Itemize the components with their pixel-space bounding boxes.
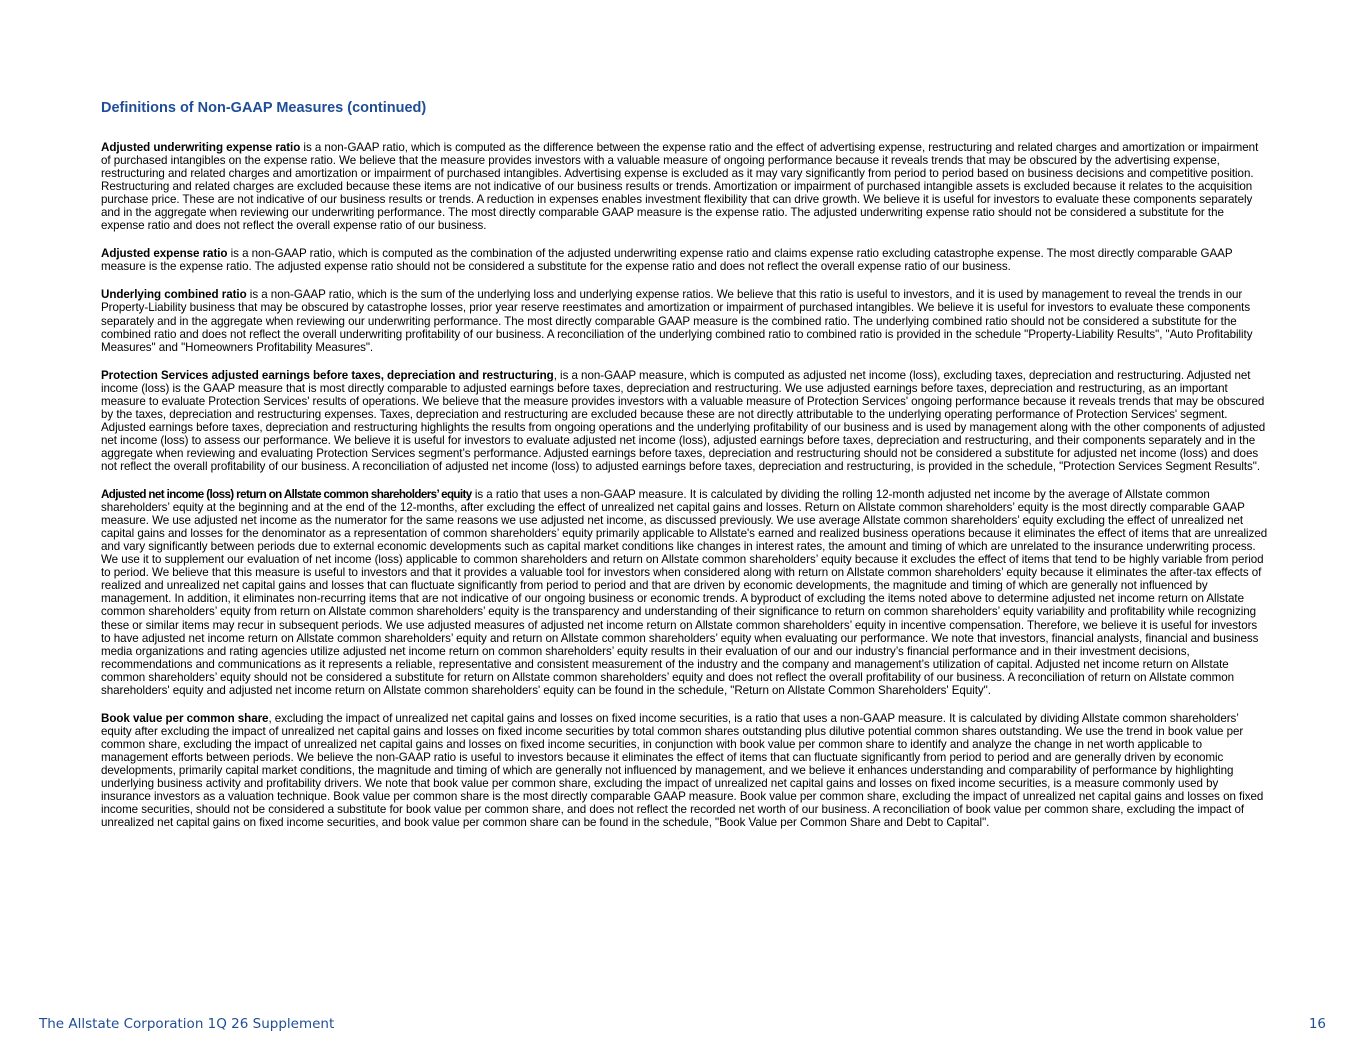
definition-text: is a ratio that uses a non-GAAP measure. It is calculated by dividing the rolling 12-month adjusted net income by the average of Allstate common shareholders’ equity at the beginning and at the end of the 12-months, after excluding the effect of unrealized net capital gains and losses. Return on Allstate common shareholders’ equity is the most directly comparable GAAP measure. We use adjusted net income as the numerator for the same reasons we use adjusted net income, as discussed previously. We use average Allstate common shareholders’ equity excluding the effect of unrealized net capital gains and losses for the denominator as a representation of common shareholders’ equity primarily applicable to Allstate's earned and realized business operations because it eliminates the effect of items that are unrealized and vary significantly between periods due to external economic developments such as capital market conditions like changes in interest rates, the amount and timing of which are unrelated to the insurance underwriting process. We use it to supplement our evaluation of net income (loss) applicable to common shareholders and return on Allstate common shareholders’ equity because it excludes the effect of items that tend to be highly variable from period to period. We believe that this measure is useful to investors and that it provides a valuable tool for investors when considered along with return on Allstate common shareholders’ equity because it eliminates the after-tax effects of realized and unrealized net capital gains and losses that can fluctuate significantly from period to period and that are driven by economic developments, the magnitude and timing of which are generally not influenced by management. In addition, it eliminates non-recurring items that are not indicative of our ongoing business or economic trends. A byproduct of excluding the items noted above to determine adjusted net income return on Allstate common shareholders’ equity from return on Allstate common shareholders’ equity is the transparency and understanding of their significance to return on common shareholders’ equity variability and profitability while recognizing these or similar items may recur in subsequent periods. We use adjusted measures of adjusted net income return on Allstate common shareholders’ equity in incentive compensation. Therefore, we believe it is useful for investors to have adjusted net income return on Allstate common shareholders’ equity and return on Allstate common shareholders’ equity when evaluating our performance. We note that investors, financial analysts, financial and business media organizations and rating agencies utilize adjusted net income return on common shareholders’ equity results in their evaluation of our and our industry’s financial performance and in their investment decisions, recommendations and communications as it represents a reliable, representative and consistent measurement of the industry and the company and management’s utilization of capital. Adjusted net income return on Allstate common shareholders’ equity should not be considered a substitute for return on Allstate common shareholders’ equity and does not reflect the overall profitability of our business. A reconciliation of return on Allstate common shareholders' equity and adjusted net income return on Allstate common shareholders' equity can be found in the schedule, "Return on Allstate Common Shareholders' Equity". <box>101 488 1268 697</box>
definitions-content <box>101 141 1269 844</box>
definition-protection-services-adjusted-earnings <box>101 369 1269 473</box>
definition-underlying-combined-ratio <box>101 288 1269 353</box>
definition-text: is a non-GAAP ratio, which is computed as the difference between the expense ratio and the effect of advertising expense, restructuring and related charges and amortization or impairment of purchased intangibles on the expense ratio. We believe that the measure provides investors with a valuable measure of ongoing performance because it reveals trends that may be obscured by the advertising expense, restructuring and related charges and amortization or impairment of purchased intangibles. Advertising expense is excluded as it may vary significantly from period to period based on business decisions and competitive position. Restructuring and related charges are excluded because these items are not indicative of our business results or trends. Amortization or impairment of purchased intangible assets is excluded because it relates to the acquisition purchase price. These are not indicative of our business results or trends. A reduction in expenses enables investment flexibility that can drive growth. We believe it is useful for investors to evaluate these components separately and in the aggregate when reviewing our underwriting performance. The most directly comparable GAAP measure is the expense ratio. The adjusted underwriting expense ratio should not be considered a substitute for the expense ratio and does not reflect the overall expense ratio of our business. <box>101 141 1259 233</box>
definition-adjusted-expense-ratio <box>101 247 1269 273</box>
definition-text: , excluding the impact of unrealized net capital gains and losses on fixed income securities, is a ratio that uses a non-GAAP measure. It is calculated by dividing Allstate common shareholders’ equity after excluding the impact of unrealized net capital gains and losses on fixed income securities by total common shares outstanding plus dilutive potential common shares outstanding. We use the trend in book value per common share, excluding the impact of unrealized net capital gains and losses on fixed income securities, in conjunction with book value per common share to identify and analyze the change in net worth applicable to management efforts between periods. We believe the non-GAAP ratio is useful to investors because it eliminates the effect of items that can fluctuate significantly from period to period and are generally driven by economic developments, primarily capital market conditions, the magnitude and timing of which are generally not influenced by management, and we believe it enhances understanding and comparability of performance by highlighting underlying business activity and profitability drivers. We note that book value per common share, excluding the impact of unrealized net capital gains and losses on fixed income securities, is a measure commonly used by insurance investors as a valuation technique. Book value per common share is the most directly comparable GAAP measure. Book value per common share, excluding the impact of unrealized net capital gains and losses on fixed income securities, should not be considered a substitute for book value per common share, and does not reflect the recorded net worth of our business. A reconciliation of book value per common share, excluding the impact of unrealized net capital gains on fixed income securities, and book value per common share can be found in the schedule, "Book Value per Common Share and Debt to Capital". <box>101 711 1264 830</box>
definition-term: Protection Services adjusted earnings before taxes, depreciation and restructuring <box>101 368 554 382</box>
footer-document-title: The Allstate Corporation 1Q 26 Supplement <box>39 1016 335 1032</box>
page-title: Definitions of Non-GAAP Measures (continued) <box>101 100 427 116</box>
definition-adjusted-underwriting-expense-ratio <box>101 141 1269 232</box>
definition-book-value-per-common-share <box>101 712 1269 829</box>
footer-page-number: 16 <box>1308 1016 1326 1032</box>
definition-adjusted-net-income-return <box>101 488 1269 697</box>
definition-term: Underlying combined ratio <box>101 288 247 302</box>
definition-text: is a non-GAAP ratio, which is computed as the combination of the adjusted underwriting expense ratio and claims expense ratio excluding catastrophe expense. The most directly comparable GAAP measure is the expense ratio. The adjusted expense ratio should not be considered a substitute for the expense ratio and does not reflect the overall expense ratio of our business. <box>101 247 1233 274</box>
definition-term: Adjusted underwriting expense ratio <box>101 141 301 154</box>
definition-term: Book value per common share <box>101 711 269 725</box>
definition-text: , is a non-GAAP measure, which is computed as adjusted net income (loss), excluding taxes, depreciation and restructuring. Adjusted net income (loss) is the GAAP measure that is most directly comparable to adjusted earnings before taxes, depreciation and restructuring. We use adjusted earnings before taxes, depreciation and restructuring, as an important measure to evaluate Protection Services' results of operations. We believe that the measure provides investors with a valuable measure of Protection Services' ongoing performance because it reveals trends that may be obscured by the taxes, depreciation and restructuring expenses. Taxes, depreciation and restructuring are excluded because these are not directly attributable to the underlying operating performance of Protection Services' segment. Adjusted earnings before taxes, depreciation and restructuring highlights the results from ongoing operations and the underlying profitability of our business and is used by management along with the other components of adjusted net income (loss) to assess our performance. We believe it is useful for investors to evaluate adjusted net income (loss), adjusted earnings before taxes, depreciation and restructuring, and their components separately and in the aggregate when reviewing and evaluating Protection Services segment’s performance. Adjusted earnings before taxes, depreciation and restructuring should not be considered a substitute for adjusted net income (loss) and does not reflect the overall profitability of our business. A reconciliation of adjusted net income (loss) to adjusted earnings before taxes, depreciation and restructuring, is provided in the schedule, "Protection Services Segment Results". <box>101 368 1266 473</box>
definition-text: is a non-GAAP ratio, which is the sum of the underlying loss and underlying expense ratios. We believe that this ratio is useful to investors, and it is used by management to reveal the trends in our Property-Liability business that may be obscured by catastrophe losses, prior year reserve reestimates and amortization or impairment of purchased intangibles. We believe it is useful for investors to evaluate these components separately and in the aggregate when reviewing our underwriting performance. The most directly comparable GAAP measure is the combined ratio. The underlying combined ratio should not be considered a substitute for the combined ratio and does not reflect the overall underwriting profitability of our business. A reconciliation of the underlying combined ratio to combined ratio is provided in the schedule "Property-Liability Results", "Auto Profitability Measures" and "Homeowners Profitability Measures". <box>101 288 1253 354</box>
definition-term: Adjusted net income (loss) return on Allstate common shareholders’ equity <box>101 488 472 502</box>
definition-term: Adjusted expense ratio <box>101 247 228 261</box>
